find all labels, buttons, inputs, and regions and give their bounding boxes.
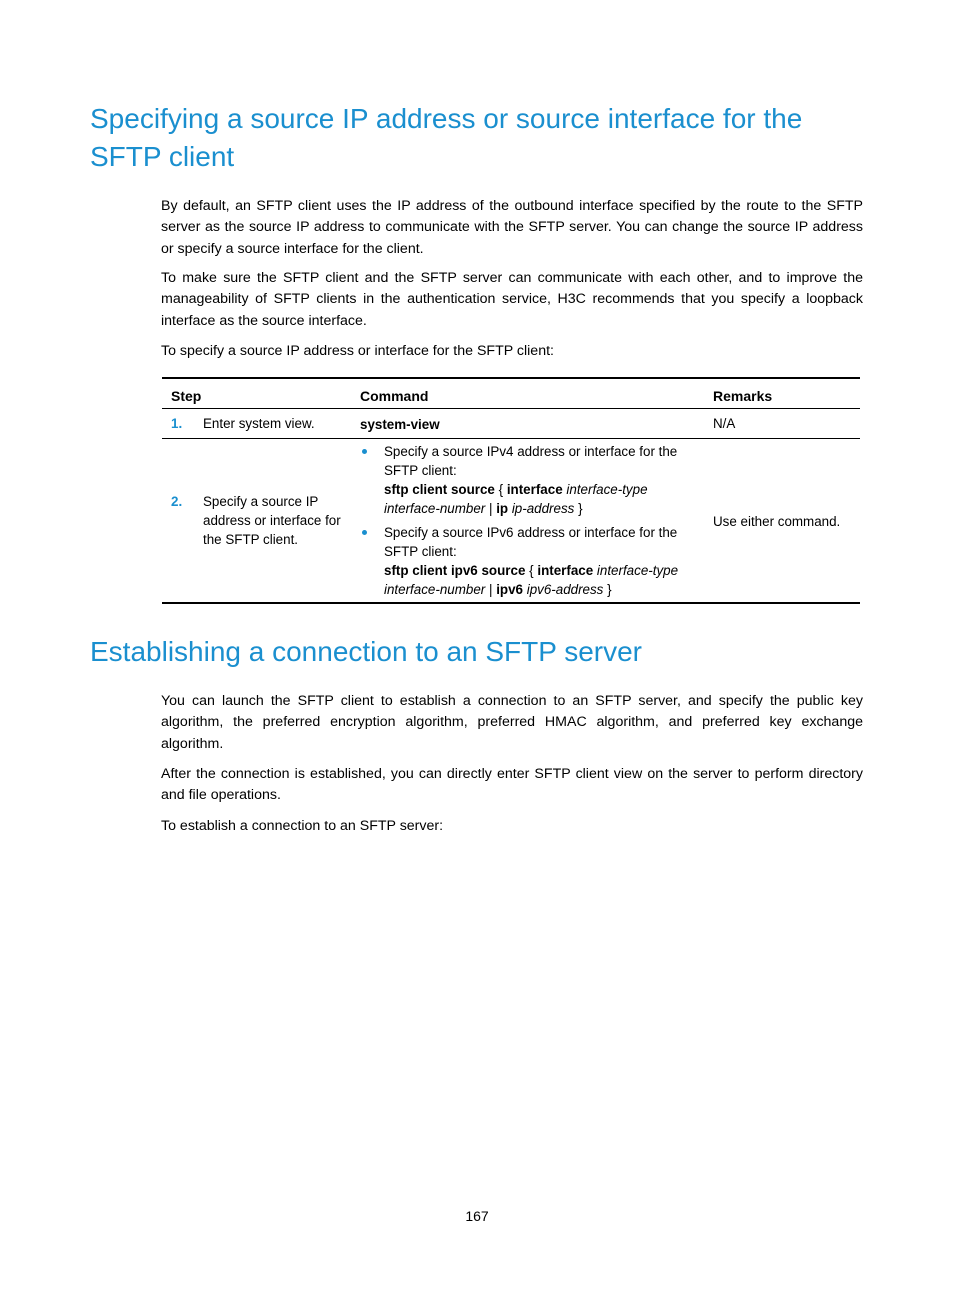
option-description-line: Specify a source IPv4 address or interface for the bbox=[384, 444, 678, 459]
header-command: Command bbox=[360, 388, 429, 404]
command-text: system-view bbox=[360, 417, 440, 432]
remarks-text: N/A bbox=[713, 416, 736, 431]
command-table bbox=[162, 377, 860, 604]
command-argument: ipv6-address bbox=[526, 582, 604, 597]
command-argument: interface-number bbox=[384, 501, 486, 516]
table-row bbox=[162, 439, 860, 602]
bullet-icon bbox=[362, 530, 367, 535]
syntax-brace: } bbox=[578, 501, 583, 516]
paragraph-default-source: By default, an SFTP client uses the IP address of the outbound interface specified by the route to the SFTP server as the source IP address to communicate with the SFTP server. You can change the source IP address or specify a source interface for the client. bbox=[161, 198, 863, 257]
step-description bbox=[203, 492, 353, 549]
command-option-ipv6 bbox=[384, 523, 702, 599]
step-description-line: address or interface for bbox=[203, 513, 341, 528]
table-row bbox=[162, 409, 860, 439]
syntax-brace: } bbox=[607, 582, 612, 597]
command-syntax-line bbox=[384, 499, 702, 518]
header-step: Step bbox=[171, 388, 202, 404]
command-argument: interface-number bbox=[384, 582, 486, 597]
section-heading-establish-connection: Establishing a connection to an SFTP server bbox=[90, 636, 643, 667]
option-description-line: SFTP client: bbox=[384, 463, 457, 478]
step-description: Enter system view. bbox=[203, 416, 315, 431]
paragraph-recommendation: To make sure the SFTP client and the SFTP server can communicate with each other, and to improve the manageability of SFTP clients in the authentication service, H3C recommends that you specify a loopback interface as the source interface. bbox=[161, 270, 863, 329]
command-keyword: ip bbox=[496, 501, 509, 516]
step-description-line: the SFTP client. bbox=[203, 532, 299, 547]
option-description-line: SFTP client: bbox=[384, 544, 457, 559]
paragraph-procedure-intro: To specify a source IP address or interface for the SFTP client: bbox=[161, 343, 554, 359]
step-description-line: Specify a source IP bbox=[203, 494, 319, 509]
command-syntax-line bbox=[384, 561, 702, 580]
command-keyword: sftp client source bbox=[384, 482, 495, 497]
header-remarks: Remarks bbox=[713, 388, 773, 404]
command-syntax-line bbox=[384, 580, 702, 599]
command-argument: interface-type bbox=[596, 563, 679, 578]
paragraph-after-connection: After the connection is established, you can directly enter SFTP client view on the server to perform directory and file operations. bbox=[161, 766, 863, 804]
page-number: 167 bbox=[465, 1208, 489, 1224]
bullet-icon bbox=[362, 449, 367, 454]
remarks-text: Use either command. bbox=[713, 514, 841, 529]
command-keyword: sftp client ipv6 source bbox=[384, 563, 526, 578]
command-option-ipv4 bbox=[384, 442, 702, 518]
option-description-line: Specify a source IPv6 address or interface for the bbox=[384, 525, 678, 540]
table-header-row bbox=[162, 379, 860, 409]
step-number: 2. bbox=[171, 494, 183, 509]
syntax-brace: { bbox=[529, 563, 534, 578]
command-argument: interface-type bbox=[566, 482, 648, 497]
command-keyword: interface bbox=[537, 563, 594, 578]
command-argument: ip-address bbox=[511, 501, 575, 516]
paragraph-procedure-intro: To establish a connection to an SFTP server: bbox=[161, 818, 444, 834]
syntax-bar: | bbox=[488, 582, 493, 597]
command-keyword: interface bbox=[506, 482, 563, 497]
syntax-brace: { bbox=[498, 482, 504, 497]
paragraph-launch-client: You can launch the SFTP client to establish a connection to an SFTP server, and specify the public key algorithm, the preferred encryption algorithm, preferred HMAC algorithm, and preferred key exchange algorithm. bbox=[161, 693, 863, 752]
step-number: 1. bbox=[171, 416, 183, 431]
syntax-bar: | bbox=[488, 501, 493, 516]
command-keyword: ipv6 bbox=[496, 582, 523, 597]
command-syntax-line bbox=[384, 480, 702, 499]
section-heading-source-ip: Specifying a source IP address or source interface for the SFTP client bbox=[90, 103, 803, 172]
